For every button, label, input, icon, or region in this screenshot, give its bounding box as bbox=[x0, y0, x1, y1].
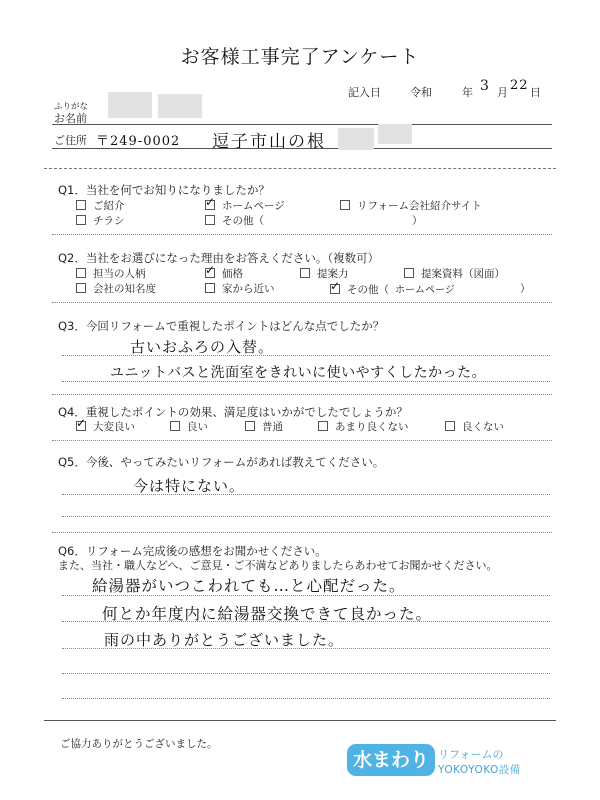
address-value: 逗子市山の根 bbox=[212, 132, 326, 152]
checkbox[interactable] bbox=[245, 421, 255, 431]
address-label: ご住所 bbox=[54, 134, 87, 147]
checkbox[interactable] bbox=[205, 215, 215, 225]
q3-answer-line: ユニットバスと洗面室をきれいに使いやすくしたかった。 bbox=[110, 365, 487, 381]
q2-other-written: ホームページ bbox=[395, 285, 455, 296]
answer-line bbox=[62, 494, 550, 495]
logo-company-name: YOKOYOKO設備 bbox=[438, 764, 521, 776]
answer-line bbox=[62, 621, 550, 622]
q4-option-average[interactable]: 普通 bbox=[245, 419, 283, 434]
section-divider bbox=[52, 394, 552, 395]
q1-option-other[interactable]: その他（ bbox=[205, 213, 264, 228]
checkbox[interactable] bbox=[340, 200, 350, 210]
q1-option-flyer[interactable]: チラシ bbox=[76, 213, 125, 228]
redacted-block bbox=[158, 94, 202, 118]
answer-line bbox=[62, 595, 550, 596]
checkbox[interactable] bbox=[76, 283, 86, 293]
footer-divider bbox=[44, 720, 556, 721]
q4-question: Q4．重視したポイントの効果、満足度はいかがでしたでしょうか？ bbox=[58, 405, 408, 419]
q2-option-staff[interactable]: 担当の人柄 bbox=[76, 266, 146, 281]
q6-answer-line: 何とか年度内に給湯器交換できて良かった。 bbox=[102, 605, 433, 623]
furigana-label: ふりがな bbox=[54, 102, 89, 112]
page-title: お客様工事完了アンケート bbox=[180, 46, 420, 68]
q2-option-reputation[interactable]: 会社の知名度 bbox=[76, 281, 156, 296]
q3-question: Q3．今回リフォームで重視したポイントはどんな点でしたか？ bbox=[58, 319, 385, 333]
month-value: 3 bbox=[480, 78, 490, 94]
q1-option-referral[interactable]: ご紹介 bbox=[76, 198, 125, 213]
thanks-text: ご協力ありがとうございました。 bbox=[60, 738, 218, 750]
checkbox[interactable] bbox=[76, 200, 86, 210]
checkbox[interactable] bbox=[300, 268, 310, 278]
q4-option-bad[interactable]: 良くない bbox=[445, 419, 504, 434]
name-underline bbox=[52, 124, 552, 125]
section-divider bbox=[44, 168, 556, 169]
section-divider bbox=[52, 302, 552, 303]
q1-question: Q1．当社を何でお知りになりましたか？ bbox=[58, 183, 270, 197]
era-label: 令和 bbox=[410, 86, 432, 99]
section-divider bbox=[52, 440, 552, 441]
checkbox[interactable] bbox=[445, 421, 455, 431]
day-value: 22 bbox=[510, 78, 529, 93]
q4-option-not-so-good[interactable]: あまり良くない bbox=[318, 419, 409, 434]
answer-line bbox=[62, 381, 550, 382]
logo-subtitle: リフォームの bbox=[438, 748, 504, 761]
q4-option-good[interactable]: 良い bbox=[170, 419, 208, 434]
redacted-block bbox=[338, 128, 374, 150]
q3-answer-line: 古いおふろの入替。 bbox=[130, 338, 275, 356]
answer-line bbox=[62, 355, 550, 356]
name-label: お名前 bbox=[54, 112, 87, 125]
checkbox[interactable] bbox=[76, 268, 86, 278]
q2-question: Q2．当社をお選びになった理由をお答えください。（複数可） bbox=[58, 251, 380, 265]
checkbox-checked[interactable] bbox=[330, 284, 340, 294]
q6-answer-line: 給湯器がいつこわれても…と心配だった。 bbox=[92, 577, 406, 595]
checkbox-checked[interactable] bbox=[205, 268, 215, 278]
q2-option-other[interactable]: ✓ その他（ ホームページ bbox=[330, 281, 455, 297]
redacted-block bbox=[378, 124, 412, 144]
year-unit: 年 bbox=[462, 86, 473, 99]
q5-answer-line: 今は特にない。 bbox=[133, 477, 246, 495]
checkbox-checked[interactable] bbox=[76, 421, 86, 431]
q1-option-homepage[interactable]: ✓ ホームページ bbox=[205, 198, 285, 213]
postal-code: 〒249-0002 bbox=[96, 134, 181, 149]
q2-option-proposal[interactable]: 提案力 bbox=[300, 266, 349, 281]
q2-other-close: ） bbox=[520, 283, 531, 295]
q5-question: Q5．今後、やってみたいリフォームがあれば教えてください。 bbox=[58, 455, 385, 469]
answer-line bbox=[62, 673, 550, 674]
month-unit: 月 bbox=[497, 86, 508, 99]
q1-option-reform-site[interactable]: リフォーム会社紹介サイト bbox=[340, 198, 482, 213]
q1-other-close: ） bbox=[412, 215, 423, 227]
q2-option-documents[interactable]: 提案資料（図面） bbox=[404, 266, 505, 281]
redacted-block bbox=[108, 92, 152, 118]
company-logo: 水まわり bbox=[347, 744, 435, 776]
answer-line bbox=[62, 516, 550, 517]
answer-line bbox=[62, 698, 550, 699]
q2-option-price[interactable]: ✓ 価格 bbox=[205, 266, 243, 281]
section-divider bbox=[52, 532, 552, 533]
checkbox-checked[interactable] bbox=[205, 200, 215, 210]
date-label: 記入日 bbox=[348, 86, 381, 99]
address-underline bbox=[52, 148, 552, 149]
q6-question-sub: また、当社・職人などへ、ご意見・ご不満などありましたらあわせてお聞かせください。 bbox=[58, 559, 498, 572]
checkbox[interactable] bbox=[404, 268, 414, 278]
q4-option-very-good[interactable]: ✓大変良い bbox=[76, 419, 135, 434]
q6-question: Q6．リフォーム完成後の感想をお聞かせください。 bbox=[58, 544, 327, 558]
checkbox[interactable] bbox=[318, 421, 328, 431]
section-divider bbox=[52, 234, 552, 235]
answer-line bbox=[62, 648, 550, 649]
checkbox[interactable] bbox=[76, 215, 86, 225]
checkbox[interactable] bbox=[205, 283, 215, 293]
checkbox[interactable] bbox=[170, 421, 180, 431]
q6-answer-line: 雨の中ありがとうございました。 bbox=[104, 631, 345, 649]
q2-option-nearby[interactable]: 家から近い bbox=[205, 281, 275, 296]
day-unit: 日 bbox=[530, 86, 541, 99]
